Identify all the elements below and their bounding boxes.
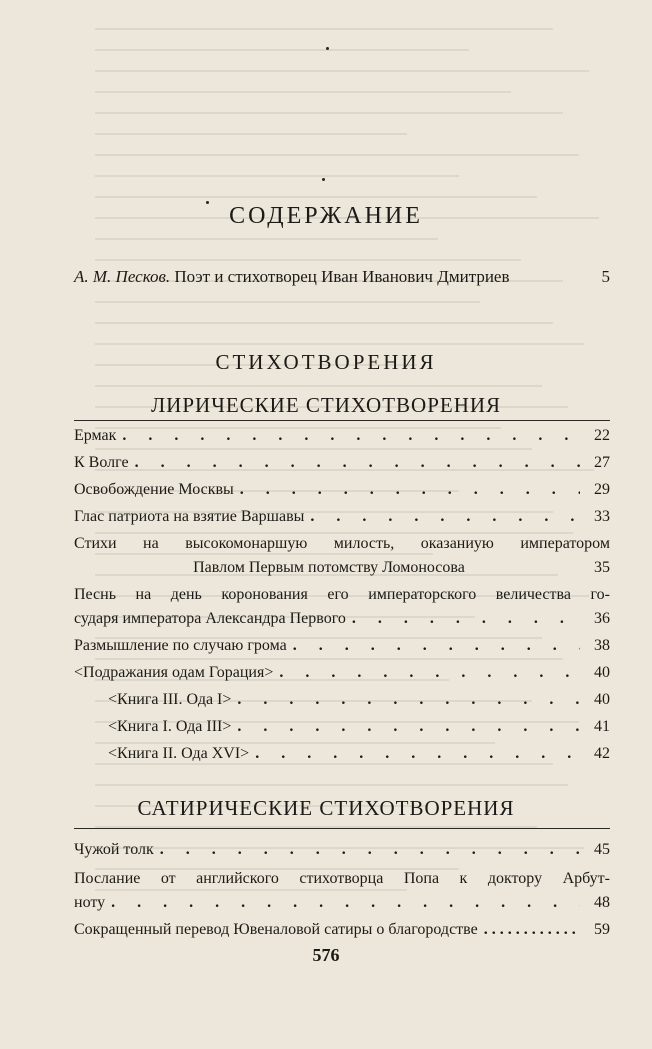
toc-entry-page: 42 bbox=[594, 745, 610, 762]
subsection-heading-lyric: ЛИРИЧЕСКИЕ СТИХОТВОРЕНИЯ bbox=[150, 393, 502, 417]
toc-entry-page: 29 bbox=[594, 481, 610, 498]
toc-entry[interactable] bbox=[74, 715, 610, 739]
toc-entry-title-line1: Стихи на высокомонаршую милость, оказаниую императором bbox=[74, 535, 610, 552]
page-title: СОДЕРЖАНИЕ bbox=[229, 203, 423, 229]
toc-entry[interactable] bbox=[74, 867, 610, 915]
toc-entry-title: <Книга II. Ода XVI> bbox=[108, 745, 250, 762]
toc-entry-title: <Книга I. Ода III> bbox=[108, 718, 232, 735]
satiric-toc bbox=[74, 838, 610, 942]
leader-dots bbox=[237, 688, 580, 712]
leader-dots bbox=[237, 715, 580, 739]
toc-entry[interactable] bbox=[74, 742, 610, 766]
toc-entry-page: 59 bbox=[594, 921, 610, 938]
toc-entry-title-line2: сударя императора Александра Первого bbox=[74, 610, 346, 627]
leader-dots bbox=[240, 478, 580, 502]
toc-entry-title-line1: Послание от английского стихотворца Попа к доктору Арбут- bbox=[74, 870, 610, 887]
leader-dots bbox=[160, 838, 580, 862]
leader-dots bbox=[484, 918, 580, 942]
toc-entry[interactable] bbox=[74, 918, 610, 942]
toc-entry[interactable] bbox=[74, 424, 610, 448]
toc-entry[interactable] bbox=[74, 505, 610, 529]
essay-page: 5 bbox=[601, 267, 610, 286]
leader-dots bbox=[310, 505, 580, 529]
toc-entry[interactable] bbox=[74, 661, 610, 685]
toc-entry-title-line1: Песнь на день коронования его императорского величества го- bbox=[74, 586, 610, 603]
leader-dots bbox=[352, 607, 580, 631]
toc-entry-page: 38 bbox=[594, 637, 610, 654]
toc-entry[interactable] bbox=[74, 583, 610, 631]
essay-title: Поэт и стихотворец Иван Иванович Дмитриев bbox=[174, 267, 510, 286]
toc-entry[interactable] bbox=[74, 478, 610, 502]
toc-entry-title: Сокращенный перевод Ювеналовой сатиры о благородстве bbox=[74, 921, 478, 938]
toc-entry-page: 33 bbox=[594, 508, 610, 525]
leader-dots bbox=[293, 634, 580, 658]
essay-author: А. М. Песков. bbox=[74, 267, 171, 286]
toc-entry-page: 40 bbox=[594, 664, 610, 681]
toc-entry-page: 40 bbox=[594, 691, 610, 708]
page-number: 576 bbox=[312, 945, 340, 965]
toc-entry-title: Размышление по случаю грома bbox=[74, 637, 287, 654]
lyric-toc bbox=[74, 424, 610, 769]
toc-entry-title: <Книга III. Ода I> bbox=[108, 691, 232, 708]
toc-entry-title-line2: ноту bbox=[74, 894, 106, 911]
toc-entry-title: Ермак bbox=[74, 427, 117, 444]
toc-entry[interactable] bbox=[74, 688, 610, 712]
toc-entry-essay[interactable] bbox=[74, 265, 610, 289]
leader-dots bbox=[279, 661, 580, 685]
toc-entry-title: Глас патриота на взятие Варшавы bbox=[74, 508, 305, 525]
toc-entry-title: <Подражания одам Горация> bbox=[74, 664, 274, 681]
toc-entry[interactable] bbox=[74, 532, 610, 580]
section-rule bbox=[74, 828, 610, 829]
leader-dots bbox=[111, 891, 580, 915]
ink-speck bbox=[326, 47, 329, 50]
ink-speck bbox=[322, 178, 325, 181]
toc-entry[interactable] bbox=[74, 451, 610, 475]
toc-entry-page: 27 bbox=[594, 454, 610, 471]
toc-entry-page: 48 bbox=[594, 894, 610, 911]
toc-entry-page: 35 bbox=[594, 559, 610, 576]
toc-entry-page: 41 bbox=[594, 718, 610, 735]
toc-entry[interactable] bbox=[74, 838, 610, 862]
leader-dots bbox=[122, 424, 580, 448]
toc-entry-page: 22 bbox=[594, 427, 610, 444]
section-heading-poems: СТИХОТВОРЕНИЯ bbox=[215, 350, 437, 374]
toc-entry-page: 45 bbox=[594, 841, 610, 858]
toc-entry-title-line2: Павлом Первым потомству Ломоносова bbox=[193, 559, 465, 576]
toc-entry[interactable] bbox=[74, 634, 610, 658]
leader-dots bbox=[255, 742, 580, 766]
toc-entry-page: 36 bbox=[594, 610, 610, 627]
toc-entry-title: К Волге bbox=[74, 454, 129, 471]
toc-entry-title: Чужой толк bbox=[74, 841, 154, 858]
subsection-heading-satiric: САТИРИЧЕСКИЕ СТИХОТВОРЕНИЯ bbox=[137, 796, 515, 820]
toc-entry-title: Освобождение Москвы bbox=[74, 481, 234, 498]
section-rule bbox=[74, 420, 610, 421]
leader-dots bbox=[135, 451, 580, 475]
